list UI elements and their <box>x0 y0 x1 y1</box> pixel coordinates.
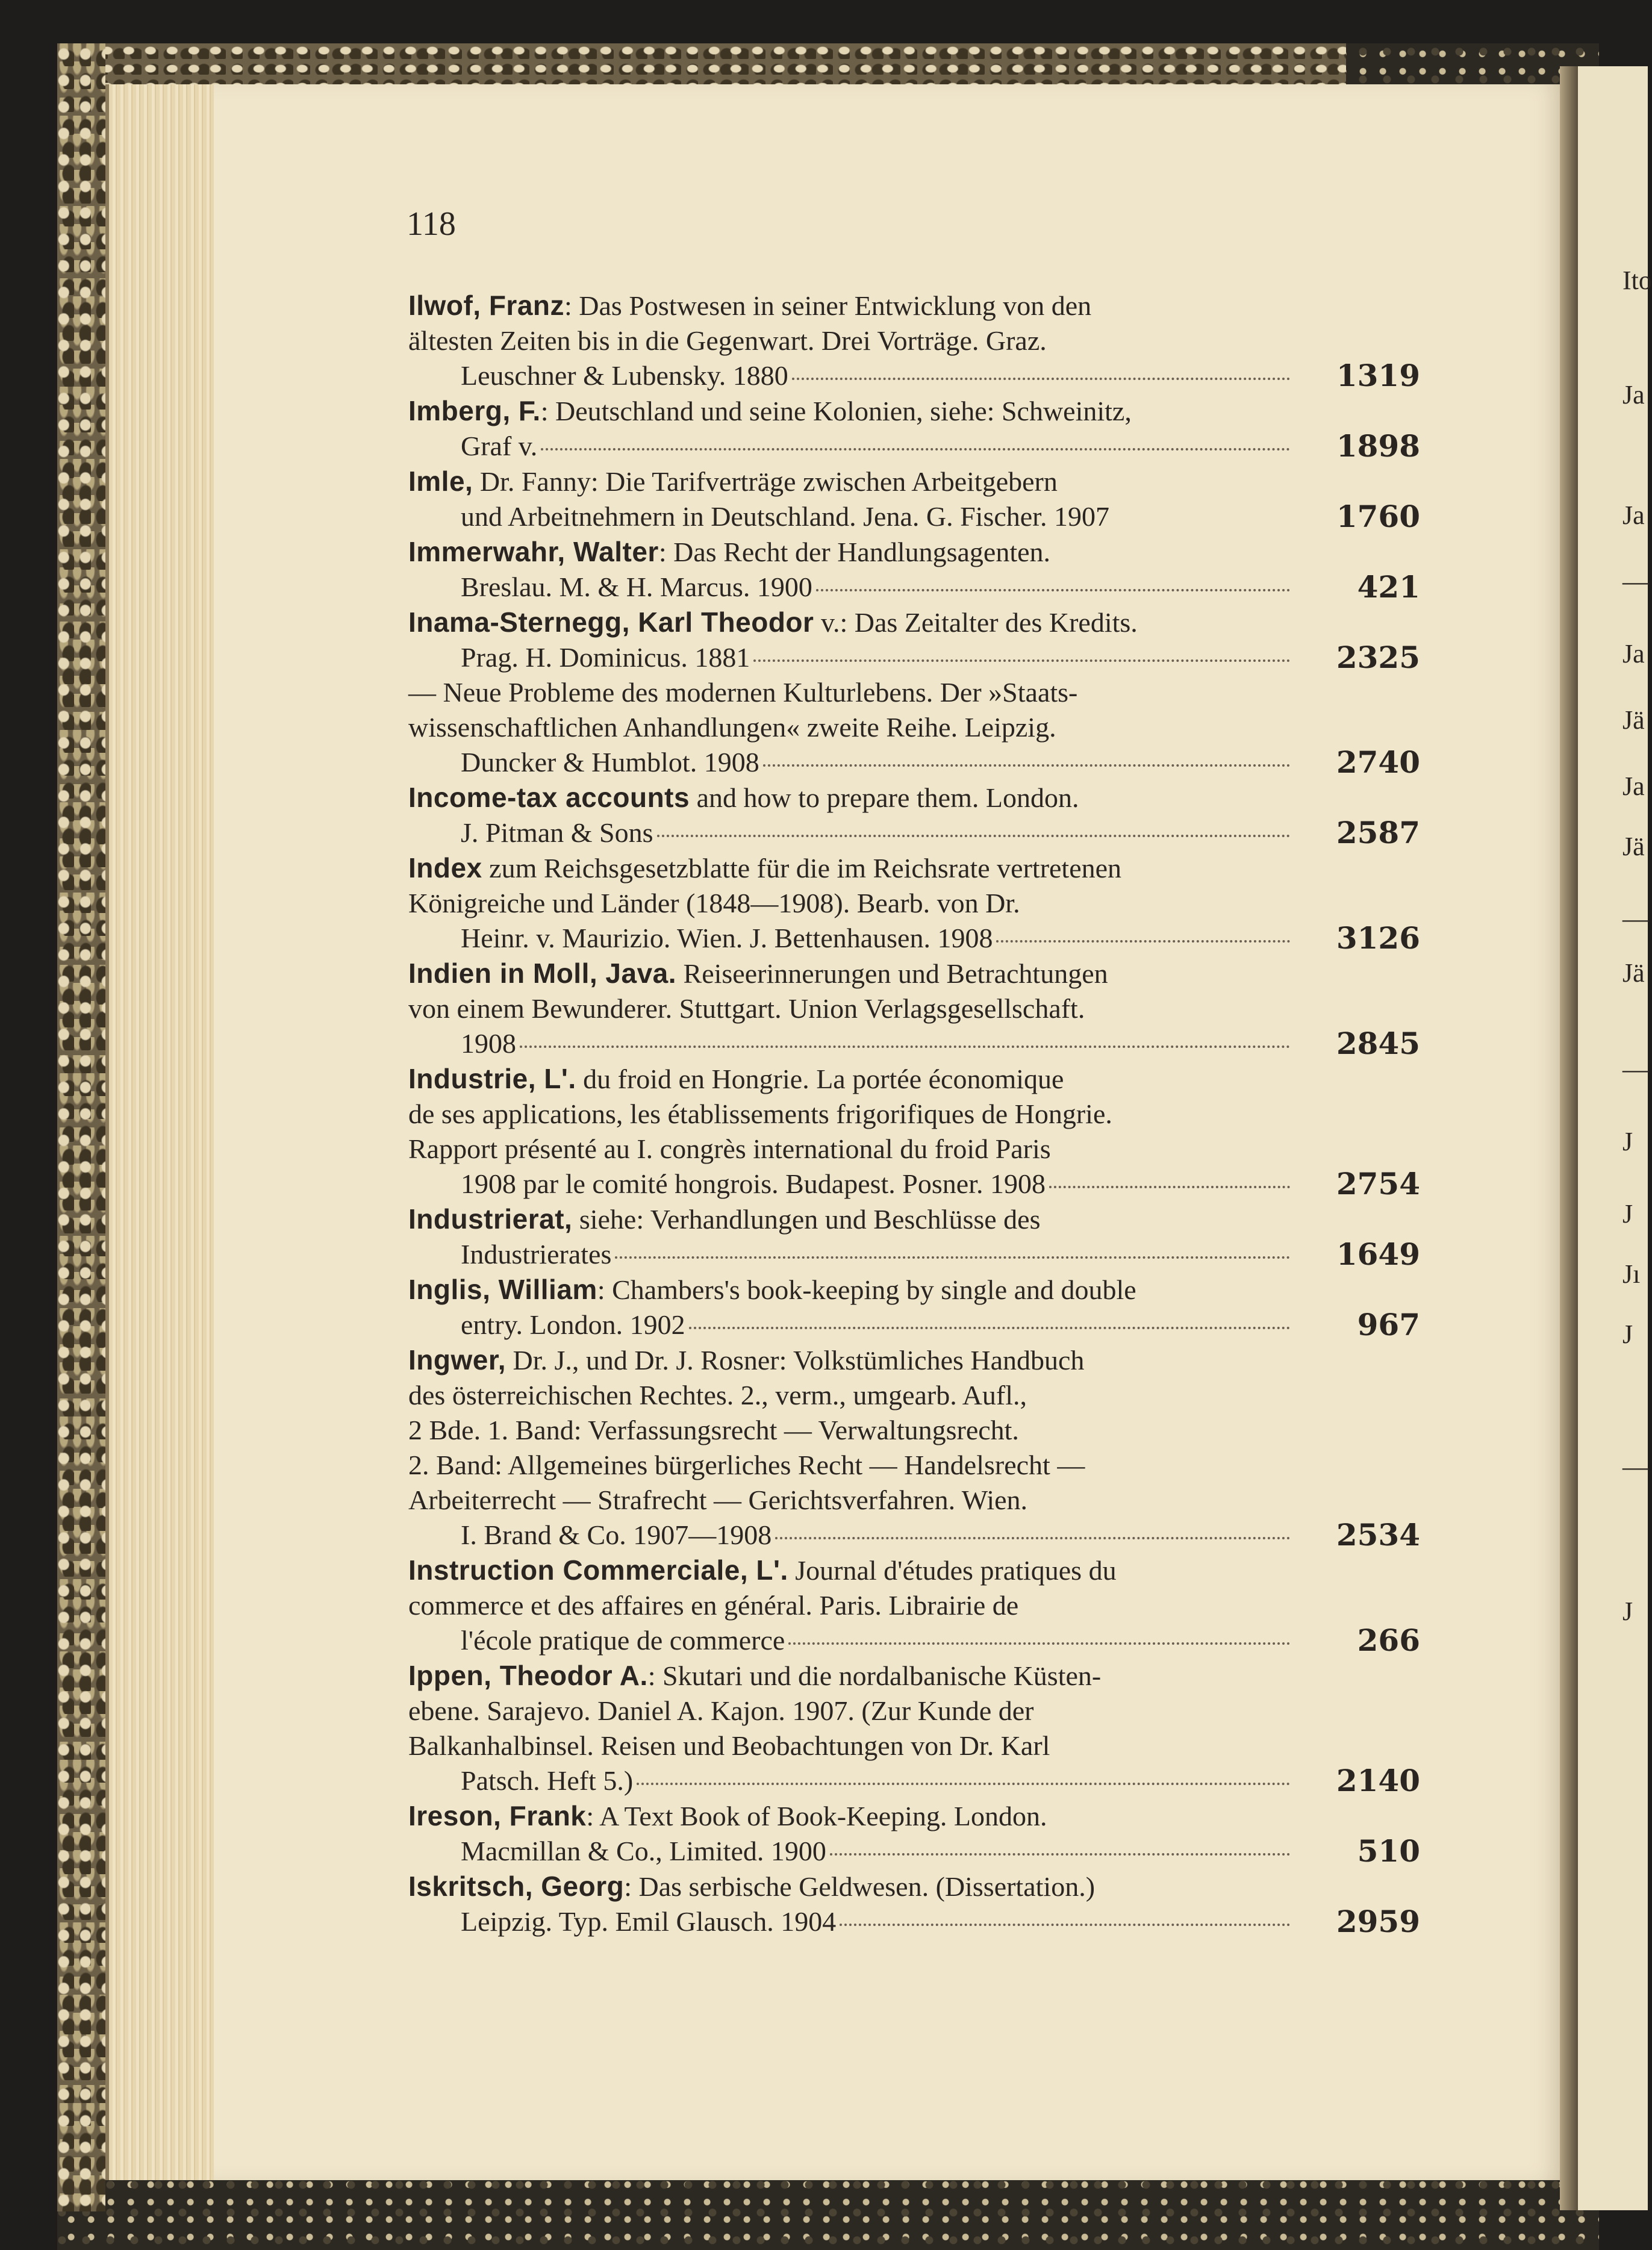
entry-publication: 1908 par le comité hongrois. Budapest. Posner. 1908 <box>461 1168 1046 1199</box>
entry-last-line <box>461 1904 1294 1939</box>
entry-publication: Prag. H. Dominicus. 1881 <box>461 642 750 673</box>
entry-line: Industrie, L'. du froid en Hongrie. La portée économique <box>408 1063 1064 1094</box>
next-page-text: — <box>1622 1055 1649 1084</box>
entry-number: 2740 <box>1336 744 1420 780</box>
entry-publication: Graf v. <box>461 431 538 461</box>
next-page-fragment <box>1578 66 1652 2210</box>
next-page-text: — <box>1622 567 1649 596</box>
marbled-left-edge <box>57 43 105 2211</box>
entry-line: 2 Bde. 1. Band: Verfassungsrecht — Verwaltungsrecht. <box>408 1415 1019 1445</box>
entry-line: Inglis, William: Chambers's book-keeping by single and double <box>408 1274 1136 1305</box>
entry-line: Ireson, Frank: A Text Book of Book-Keeping. London. <box>408 1800 1047 1831</box>
entry-publication: und Arbeitnehmern in Deutschland. Jena. G. Fischer. 1907 <box>461 501 1109 532</box>
index-entry <box>408 393 1420 464</box>
next-page-text: Ja <box>1622 771 1645 801</box>
entry-heading: Ireson, Frank <box>408 1800 587 1831</box>
leader-dots <box>792 378 1290 380</box>
next-page-text: Jä <box>1622 832 1645 861</box>
page-gutter <box>1560 66 1578 2210</box>
entry-last-line <box>461 429 1294 464</box>
leader-dots <box>816 589 1290 591</box>
next-page-text: — <box>1622 1452 1649 1482</box>
entry-heading: Ippen, Theodor A. <box>408 1660 648 1691</box>
entry-heading: Index <box>408 852 482 883</box>
entry-line: de ses applications, les établissements frigorifiques de Hongrie. <box>408 1099 1112 1129</box>
page-edges <box>105 84 223 2180</box>
entry-heading: Iskritsch, Georg <box>408 1871 625 1902</box>
index-entry <box>408 288 1420 393</box>
entry-heading: Inama-Sternegg, Karl Theodor <box>408 606 814 638</box>
entry-last-line <box>461 1518 1294 1553</box>
index-entries <box>408 288 1420 1939</box>
next-page-text: Ja <box>1622 500 1645 530</box>
entry-number: 3126 <box>1336 920 1420 956</box>
leader-dots <box>830 1853 1290 1856</box>
next-page-text: Ito <box>1622 266 1652 295</box>
entry-publication: Industrierates <box>461 1239 612 1270</box>
leader-dots <box>1049 1186 1290 1188</box>
entry-publication: J. Pitman & Sons <box>461 817 653 848</box>
entry-last-line <box>461 1623 1294 1658</box>
entry-number: 2754 <box>1336 1166 1420 1201</box>
leader-dots <box>615 1256 1290 1259</box>
entry-heading: Inglis, William <box>408 1274 597 1305</box>
next-page-text: — <box>1622 904 1649 933</box>
entry-line: Balkanhalbinsel. Reisen und Beobachtungen von Dr. Karl <box>408 1730 1050 1761</box>
index-entry <box>408 1869 1420 1939</box>
entry-number: 1760 <box>1336 499 1420 534</box>
entry-last-line <box>461 1307 1294 1342</box>
entry-last-line <box>461 1237 1294 1272</box>
next-page-text: J <box>1622 1320 1633 1349</box>
entry-heading: Industrierat, <box>408 1203 573 1235</box>
entry-number: 2587 <box>1336 815 1420 850</box>
entry-publication: entry. London. 1902 <box>461 1309 685 1340</box>
entry-last-line <box>461 1026 1294 1061</box>
entry-heading: Imle, <box>408 466 473 497</box>
page-number: 118 <box>407 205 456 243</box>
leader-dots <box>753 659 1290 662</box>
entry-number: 2140 <box>1336 1763 1420 1798</box>
entry-last-line <box>461 499 1294 534</box>
entry-line: Iskritsch, Georg: Das serbische Geldwesen. (Dissertation.) <box>408 1871 1096 1902</box>
entry-number: 967 <box>1357 1307 1420 1342</box>
leader-dots <box>763 764 1290 767</box>
entry-heading: Ilwof, Franz <box>408 290 564 321</box>
entry-line: Imle, Dr. Fanny: Die Tarifverträge zwischen Arbeitgebern <box>408 466 1058 497</box>
entry-line: Income-tax accounts and how to prepare them. London. <box>408 782 1079 813</box>
leader-dots <box>520 1046 1290 1048</box>
entry-line: Ilwof, Franz: Das Postwesen in seiner Entwicklung von den <box>408 290 1092 321</box>
index-entry <box>408 605 1420 675</box>
entry-line: Instruction Commerciale, L'. Journal d'études pratiques du <box>408 1554 1117 1586</box>
index-entry <box>408 464 1420 534</box>
leader-dots <box>996 940 1290 943</box>
entry-line: Indien in Moll, Java. Reiseerinnerungen und Betrachtungen <box>408 958 1108 989</box>
index-entry <box>408 1342 1420 1553</box>
entry-line: 2. Band: Allgemeines bürgerliches Recht — Handelsrecht — <box>408 1450 1085 1480</box>
entry-publication: l'école pratique de commerce <box>461 1625 785 1656</box>
entry-line: Rapport présenté au I. congrès international du froid Paris <box>408 1133 1051 1164</box>
entry-number: 2959 <box>1336 1904 1420 1939</box>
entry-last-line <box>461 640 1294 675</box>
next-page-text: Jı <box>1622 1259 1641 1289</box>
entry-line: ältesten Zeiten bis in die Gegenwart. Drei Vorträge. Graz. <box>408 325 1047 356</box>
entry-line: Immerwahr, Walter: Das Recht der Handlungsagenten. <box>408 536 1051 567</box>
entry-line: Inama-Sternegg, Karl Theodor v.: Das Zeitalter des Kredits. <box>408 606 1138 638</box>
entry-line: Arbeiterrecht — Strafrecht — Gerichtsverfahren. Wien. <box>408 1485 1028 1515</box>
leader-dots <box>775 1537 1290 1539</box>
entry-publication: I. Brand & Co. 1907—1908 <box>461 1519 772 1550</box>
leader-dots <box>689 1327 1290 1329</box>
entry-line: von einem Bewunderer. Stuttgart. Union Verlagsgesellschaft. <box>408 993 1085 1024</box>
entry-line: Königreiche und Länder (1848—1908). Bearb. von Dr. <box>408 888 1020 918</box>
entry-heading: Indien in Moll, Java. <box>408 958 677 989</box>
next-page-text: J <box>1622 1127 1633 1156</box>
entry-last-line <box>461 921 1294 956</box>
leader-dots <box>637 1783 1290 1785</box>
entry-publication: Heinr. v. Maurizio. Wien. J. Bettenhausen. 1908 <box>461 923 993 953</box>
entry-heading: Instruction Commerciale, L'. <box>408 1554 788 1586</box>
entry-number: 1898 <box>1336 428 1420 464</box>
next-page-text: Jä <box>1622 958 1645 988</box>
entry-last-line <box>461 358 1294 393</box>
index-entry <box>408 1201 1420 1272</box>
entry-line: Index zum Reichsgesetzblatte für die im Reichsrate vertretenen <box>408 852 1122 883</box>
index-entry <box>408 1658 1420 1798</box>
entry-publication: Macmillan & Co., Limited. 1900 <box>461 1836 826 1866</box>
next-page-text: J <box>1622 1597 1633 1626</box>
entry-line: wissenschaftlichen Anhandlungen« zweite Reihe. Leipzig. <box>408 712 1056 743</box>
entry-publication: 1908 <box>461 1028 516 1059</box>
entry-line: Ippen, Theodor A.: Skutari und die nordalbanische Küsten- <box>408 1660 1102 1691</box>
entry-line: Ingwer, Dr. J., und Dr. J. Rosner: Volkstümliches Handbuch <box>408 1344 1085 1376</box>
entry-number: 421 <box>1357 569 1420 605</box>
entry-last-line <box>461 815 1294 850</box>
index-entry <box>408 850 1420 956</box>
entry-last-line <box>461 745 1294 780</box>
entry-number: 1319 <box>1336 358 1420 393</box>
entry-heading: Industrie, L'. <box>408 1063 576 1094</box>
index-entry <box>408 675 1420 780</box>
next-page-text: Ja <box>1622 380 1645 410</box>
entry-last-line <box>461 1763 1294 1798</box>
index-entry <box>408 1272 1420 1342</box>
entry-publication: Breslau. M. & H. Marcus. 1900 <box>461 572 812 602</box>
entry-heading: Ingwer, <box>408 1344 506 1376</box>
entry-publication: Leuschner & Lubensky. 1880 <box>461 360 788 391</box>
entry-number: 2534 <box>1336 1517 1420 1553</box>
index-entry <box>408 1798 1420 1869</box>
entry-number: 266 <box>1357 1622 1420 1658</box>
entry-line: des österreichischen Rechtes. 2., verm., umgearb. Aufl., <box>408 1380 1027 1410</box>
entry-heading: Immerwahr, Walter <box>408 536 659 567</box>
entry-line: — Neue Probleme des modernen Kulturlebens. Der »Staats- <box>408 677 1078 708</box>
entry-number: 1649 <box>1336 1236 1420 1272</box>
entry-number: 510 <box>1357 1833 1420 1869</box>
leader-dots <box>788 1642 1290 1645</box>
next-page-text: Ja <box>1622 639 1645 668</box>
entry-line: Imberg, F.: Deutschland und seine Kolonien, siehe: Schweinitz, <box>408 395 1132 426</box>
index-entry <box>408 1061 1420 1201</box>
entry-last-line <box>461 570 1294 605</box>
index-entry <box>408 1553 1420 1658</box>
entry-heading: Income-tax accounts <box>408 782 690 813</box>
entry-publication: Leipzig. Typ. Emil Glausch. 1904 <box>461 1906 837 1937</box>
entry-line: commerce et des affaires en général. Paris. Librairie de <box>408 1590 1019 1621</box>
next-page-text: J <box>1622 1199 1633 1229</box>
leader-dots <box>840 1924 1290 1926</box>
next-page-text: Jä <box>1622 705 1645 735</box>
entry-number: 2325 <box>1336 640 1420 675</box>
entry-last-line <box>461 1167 1294 1201</box>
entry-heading: Imberg, F. <box>408 395 541 426</box>
entry-publication: Duncker & Humblot. 1908 <box>461 747 759 778</box>
entry-line: Industrierat, siehe: Verhandlungen und Beschlüsse des <box>408 1203 1041 1235</box>
index-entry <box>408 534 1420 605</box>
entry-line: ebene. Sarajevo. Daniel A. Kajon. 1907. (Zur Kunde der <box>408 1695 1034 1726</box>
entry-last-line <box>461 1834 1294 1869</box>
entry-number: 2845 <box>1336 1026 1420 1061</box>
index-entry <box>408 780 1420 850</box>
entry-publication: Patsch. Heft 5.) <box>461 1765 634 1796</box>
leader-dots <box>541 448 1290 450</box>
index-entry <box>408 956 1420 1061</box>
marbled-top-edge <box>57 43 1346 86</box>
leader-dots <box>657 835 1290 837</box>
